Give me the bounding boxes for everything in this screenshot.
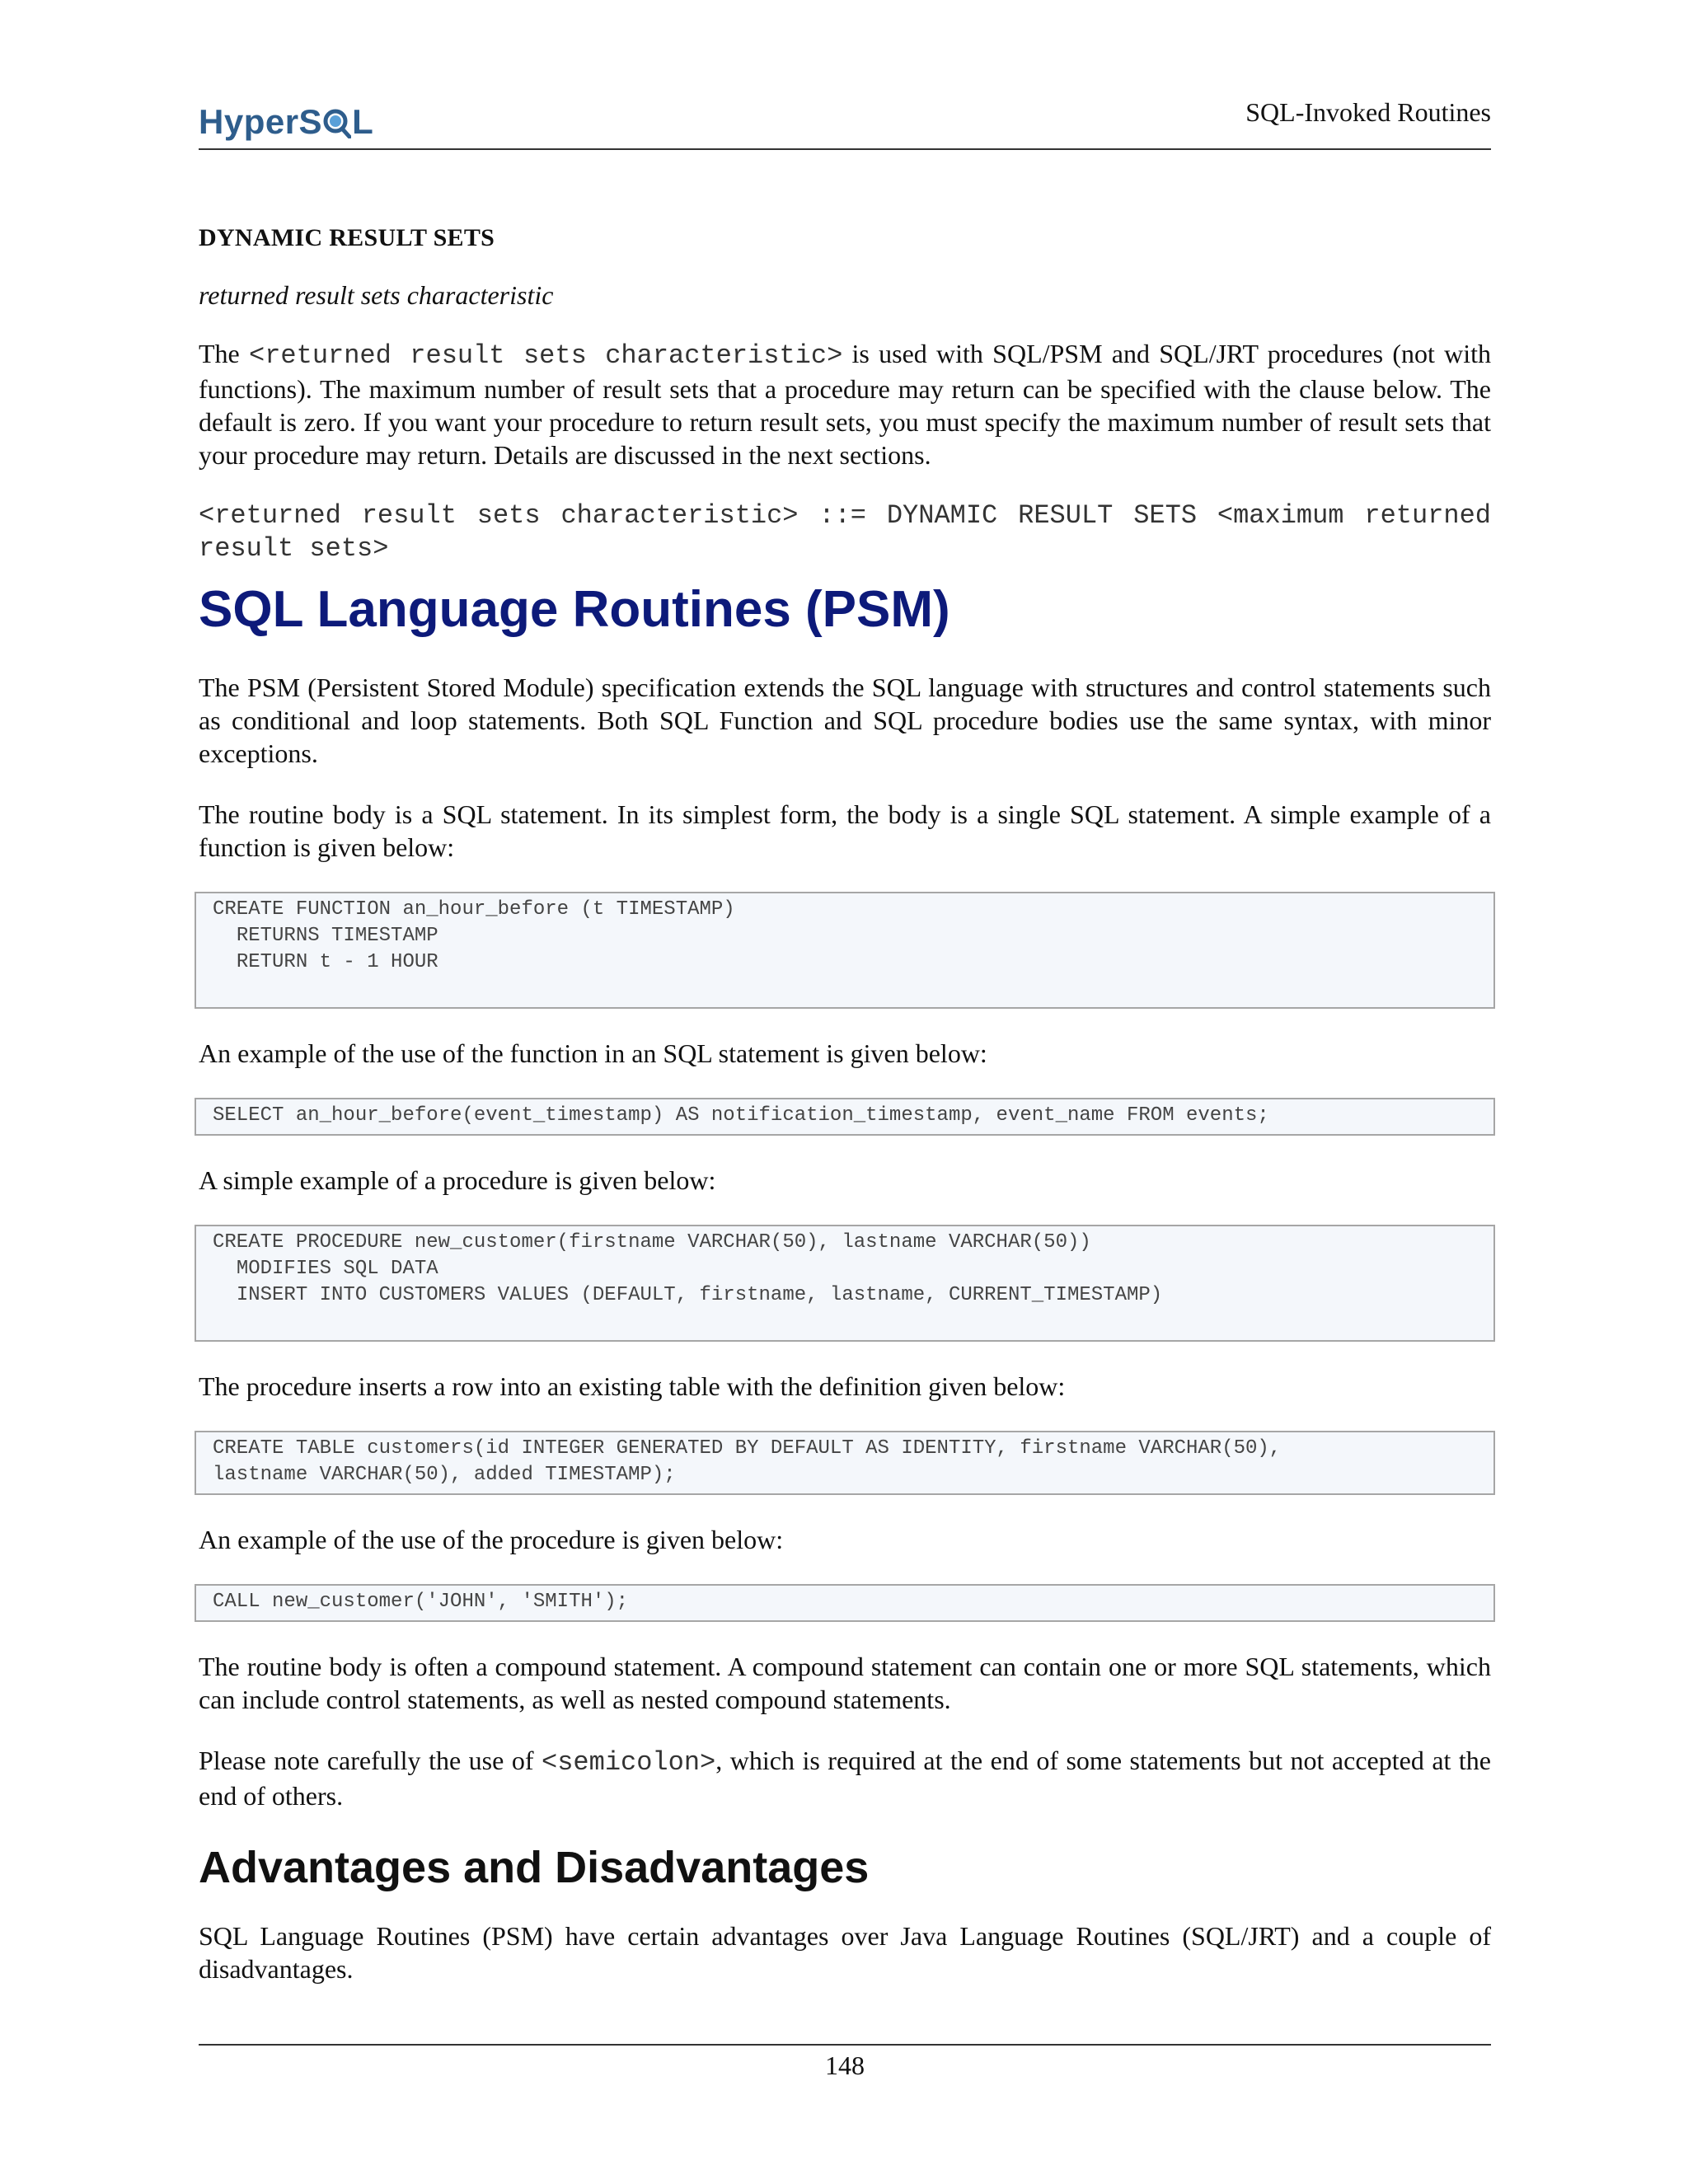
para-suffix: is used with SQL/PSM and SQL/JRT procedures (not with functions). The maximum number of result sets that a procedure may return can be specified with the clause below. The default is zero. If you want your procedure to return result sets, you must specify the maximum number of result sets that your procedure may return. Details are discussed in the next sections. [199, 339, 1491, 470]
logo-text-left: HyperS [199, 102, 323, 141]
code-block-function: CREATE FUNCTION an_hour_before (t TIMESTAMP) RETURNS TIMESTAMP RETURN t - 1 HOUR [195, 892, 1495, 1009]
running-title: SQL-Invoked Routines [1245, 97, 1491, 127]
advantages-paragraph-1: SQL Language Routines (PSM) have certain advantages over Java Language Routines (SQL/JRT) and a couple of disadvantages. [199, 1921, 1491, 1984]
bnf-definition: <returned result sets characteristic> ::= DYNAMIC RESULT SETS <maximum returned result sets> [199, 500, 1491, 564]
psm-paragraph-3: An example of the use of the function in an SQL statement is given below: [199, 1038, 987, 1068]
psm-paragraph-5: The procedure inserts a row into an existing table with the definition given below: [199, 1371, 1066, 1401]
section-title-psm: SQL Language Routines (PSM) [199, 581, 950, 638]
para-suffix: , which is required at the end of some statements but not accepted at the end of others. [199, 1746, 1492, 1811]
code-block-call: CALL new_customer('JOHN', 'SMITH'); [195, 1584, 1495, 1622]
psm-paragraph-1: The PSM (Persistent Stored Module) specification extends the SQL language with structures and control statements such as conditional and loop statements. Both SQL Function and SQL procedure bodies use the same syntax, with minor exceptions. [199, 673, 1491, 768]
hypersql-logo [199, 101, 373, 143]
returned-result-sets-term: returned result sets characteristic [199, 280, 554, 310]
psm-paragraph-2: The routine body is a SQL statement. In its simplest form, the body is a single SQL statement. A simple example of a function is given below: [199, 799, 1491, 862]
para-prefix: Please note carefully the use of [199, 1746, 542, 1775]
inline-code-semicolon: <semicolon> [542, 1747, 716, 1778]
para-prefix: The [199, 339, 249, 368]
returned-result-sets-paragraph [199, 337, 1491, 471]
psm-paragraph-6: An example of the use of the procedure is given below: [199, 1525, 784, 1554]
document-page [199, 0, 1491, 2184]
psm-paragraph-7: The routine body is often a compound statement. A compound statement can contain one or more SQL statements, which can include control statements, as well as nested compound statements. [199, 1652, 1491, 1714]
footer-rule [199, 2044, 1491, 2046]
logo-text-right: L [352, 102, 374, 141]
section-title-advantages: Advantages and Disadvantages [199, 1843, 870, 1892]
psm-paragraph-4: A simple example of a procedure is given below: [199, 1165, 716, 1195]
logo-magnifier-icon [323, 108, 351, 136]
code-block-create-table: CREATE TABLE customers(id INTEGER GENERATED BY DEFAULT AS IDENTITY, firstname VARCHAR(50), lastname VARCHAR(50), added TIMESTAMP); [195, 1431, 1495, 1495]
page-number: 148 [825, 2050, 865, 2080]
inline-code: <returned result sets characteristic> [249, 340, 843, 371]
page-header [199, 91, 1491, 150]
code-block-select: SELECT an_hour_before(event_timestamp) AS notification_timestamp, event_name FROM events; [195, 1098, 1495, 1136]
page-content [199, 224, 1491, 2013]
code-block-procedure: CREATE PROCEDURE new_customer(firstname VARCHAR(50), lastname VARCHAR(50)) MODIFIES SQL DATA INSERT INTO CUSTOMERS VALUES (DEFAULT, firstname, lastname, CURRENT_TIMESTAMP) [195, 1225, 1495, 1342]
dynamic-result-sets-heading: DYNAMIC RESULT SETS [199, 224, 495, 251]
psm-paragraph-8 [199, 1744, 1491, 1812]
